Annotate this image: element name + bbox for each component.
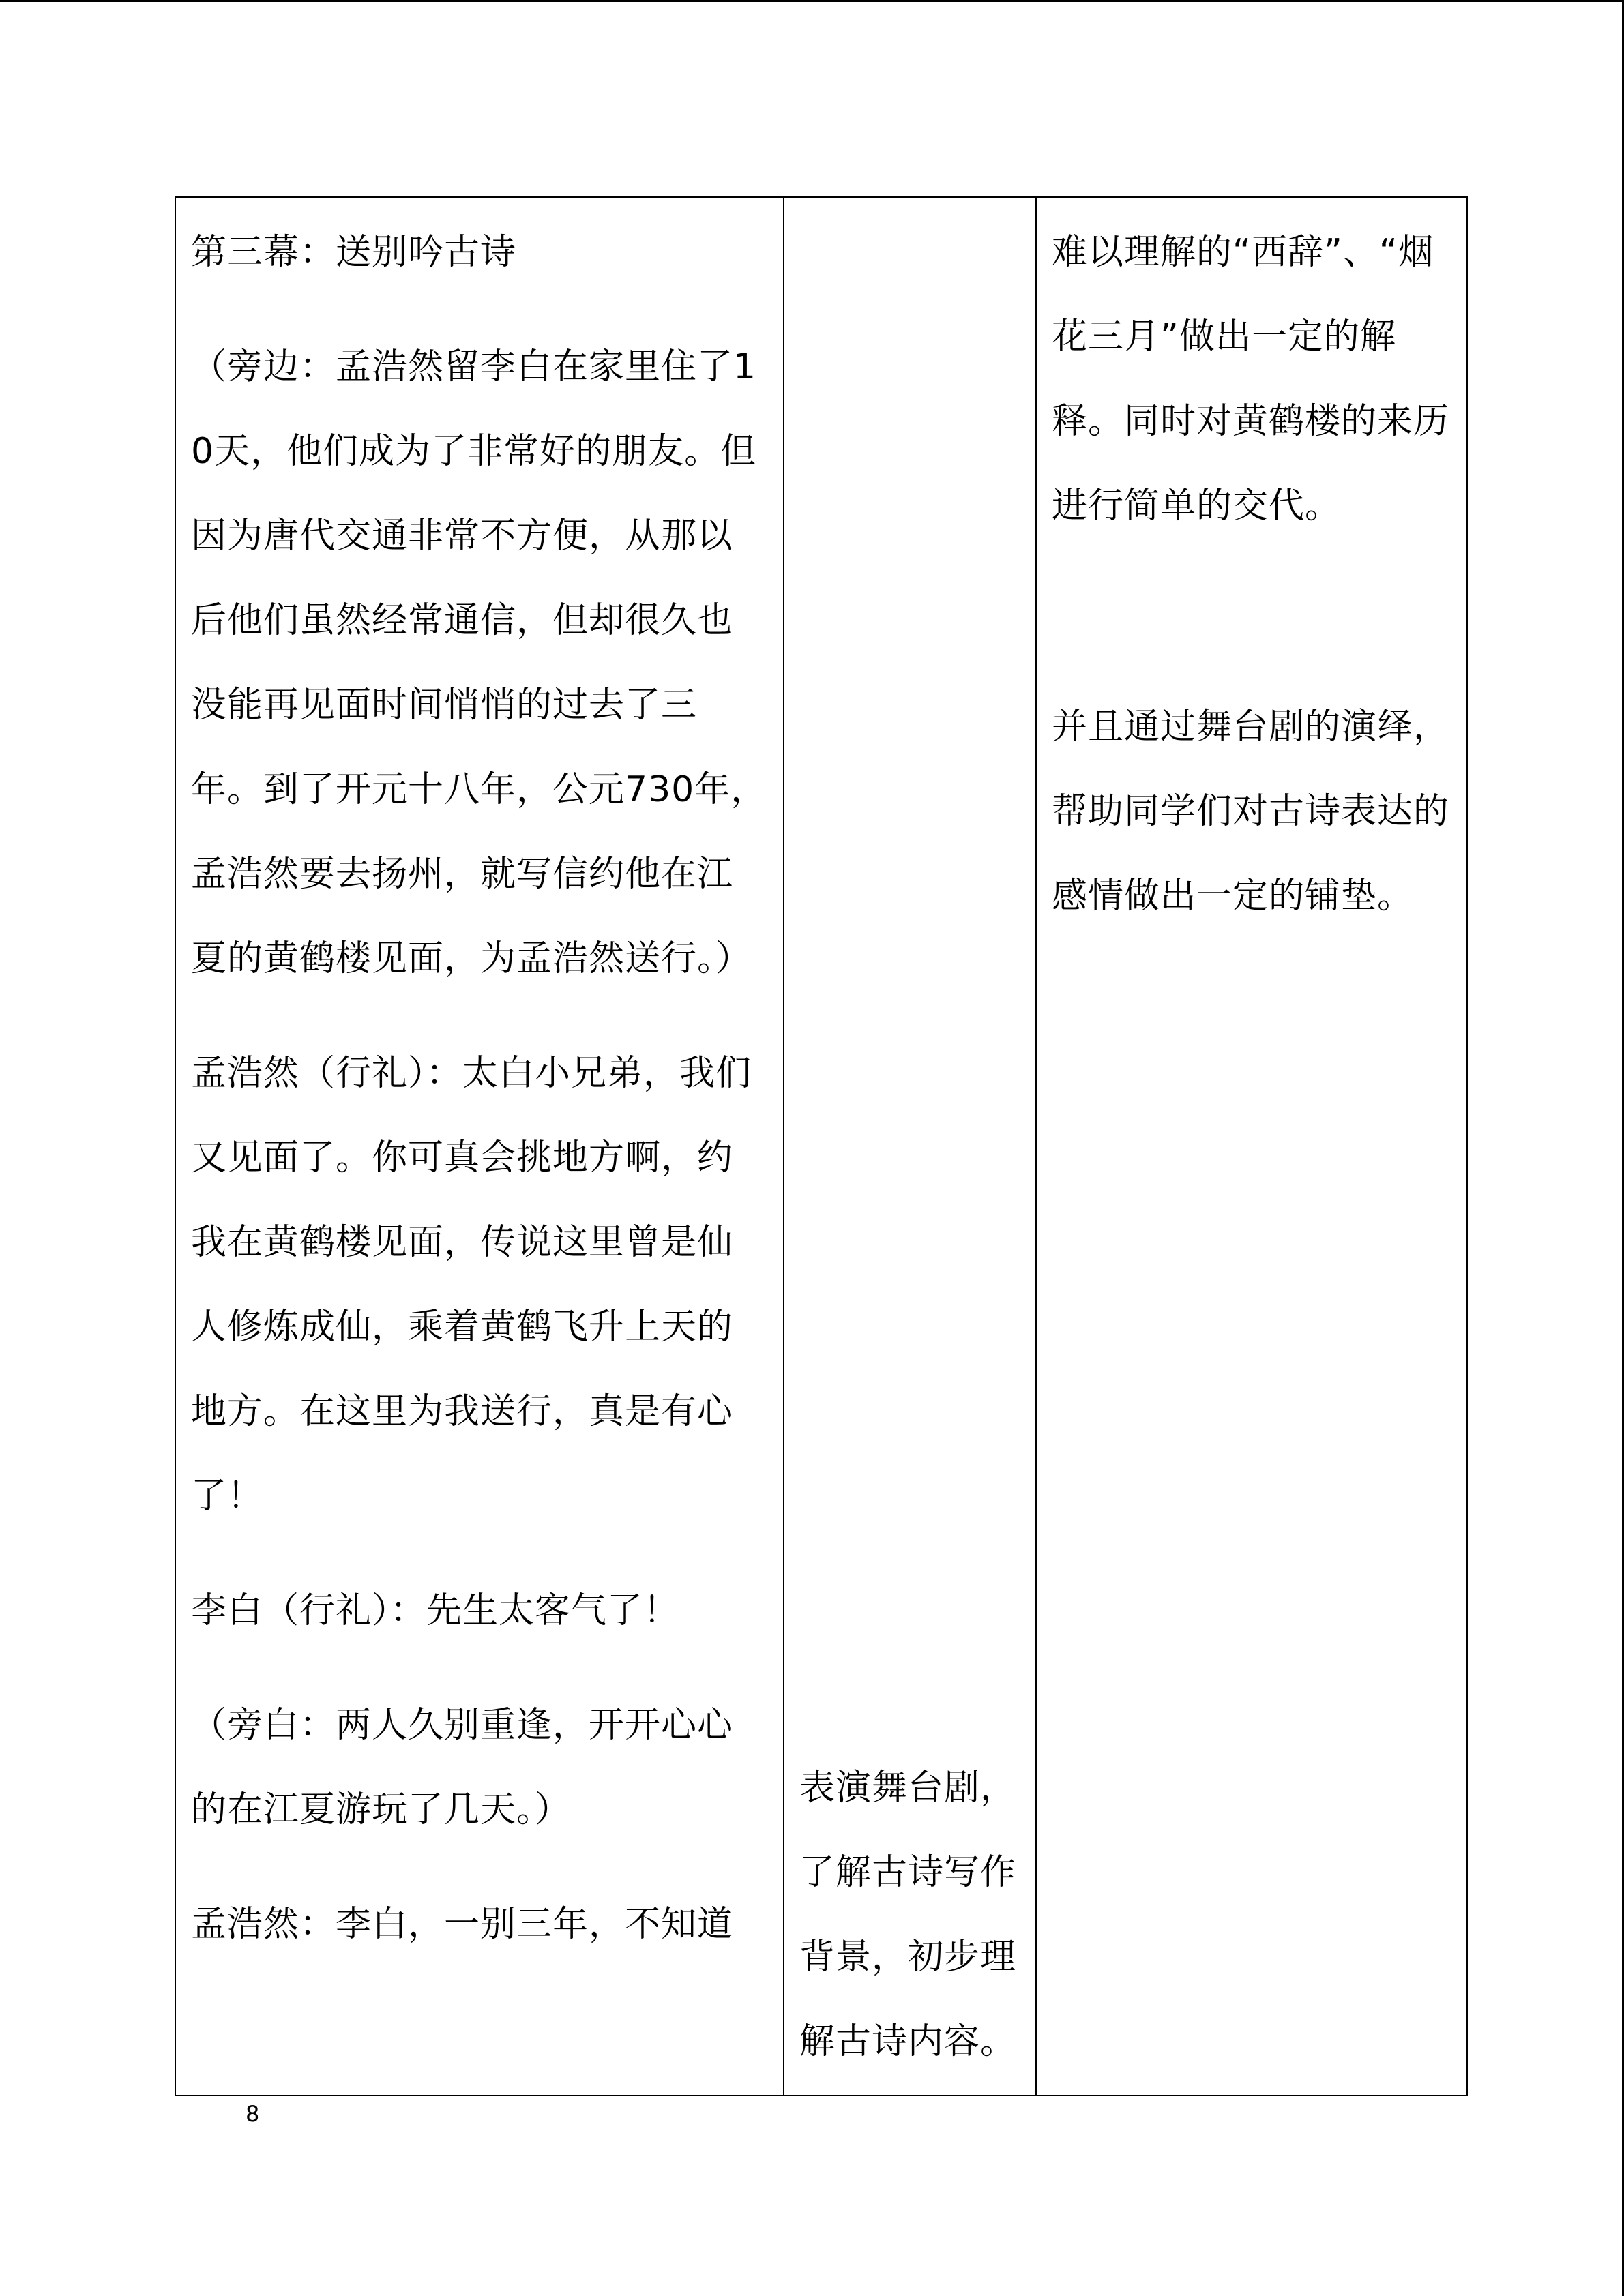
purpose-cell <box>1036 197 1467 2096</box>
teaching-method-text: 表演舞台剧，了解古诗写作背景，初步理解古诗内容。 <box>799 1768 1017 2062</box>
page-number: 8 <box>246 2101 260 2127</box>
method-cell-content <box>784 198 1035 2083</box>
lesson-plan-table <box>175 196 1468 2096</box>
dialogue-li-bai: 李白（行礼）：先生太客气了！ <box>191 1590 680 1631</box>
page-top-edge <box>0 0 1624 2</box>
table-row <box>175 197 1467 2096</box>
scene-title: 第三幕：送别吟古诗 <box>191 232 517 273</box>
narration-paragraph: （旁边：孟浩然留李白在家里住了10天，他们成为了非常好的朋友。但因为唐代交通非常不方便，从那以后他们虽然经常通信，但却很久也没能再见面时间悄悄的过去了三年。到了开元十八年，公元730年，孟浩然要去扬州，就写信约他在江夏的黄鹤楼见面，为孟浩然送行。） <box>191 346 767 979</box>
purpose-cell-content <box>1037 198 1466 2095</box>
dialogue-meng-haoran: 孟浩然（行礼）：太白小兄弟，我们又见面了。你可真会挑地方啊，约我在黄鹤楼见面，传说这里曾是仙人修炼成仙，乘着黄鹤飞升上天的地方。在这里为我送行，真是有心了！ <box>191 1053 752 1517</box>
purpose-paragraph-1: 难以理解的“西辞”、“烟花三月”做出一定的解释。同时对黄鹤楼的来历进行简单的交代。 <box>1052 232 1450 526</box>
script-cell <box>175 197 784 2096</box>
purpose-paragraph-2: 并且通过舞台剧的演绎，帮助同学们对古诗表达的感情做出一定的铺垫。 <box>1052 706 1450 916</box>
narration-reunion: （旁白：两人久别重逢，开开心心的在江夏游玩了几天。） <box>191 1705 734 1830</box>
method-block <box>799 1746 1022 2084</box>
paragraph-spacer <box>1052 548 1451 685</box>
script-cell-content <box>176 198 783 2095</box>
dialogue-meng-haoran-2: 孟浩然：李白，一别三年，不知道 <box>191 1904 734 1945</box>
method-cell <box>784 197 1036 2096</box>
